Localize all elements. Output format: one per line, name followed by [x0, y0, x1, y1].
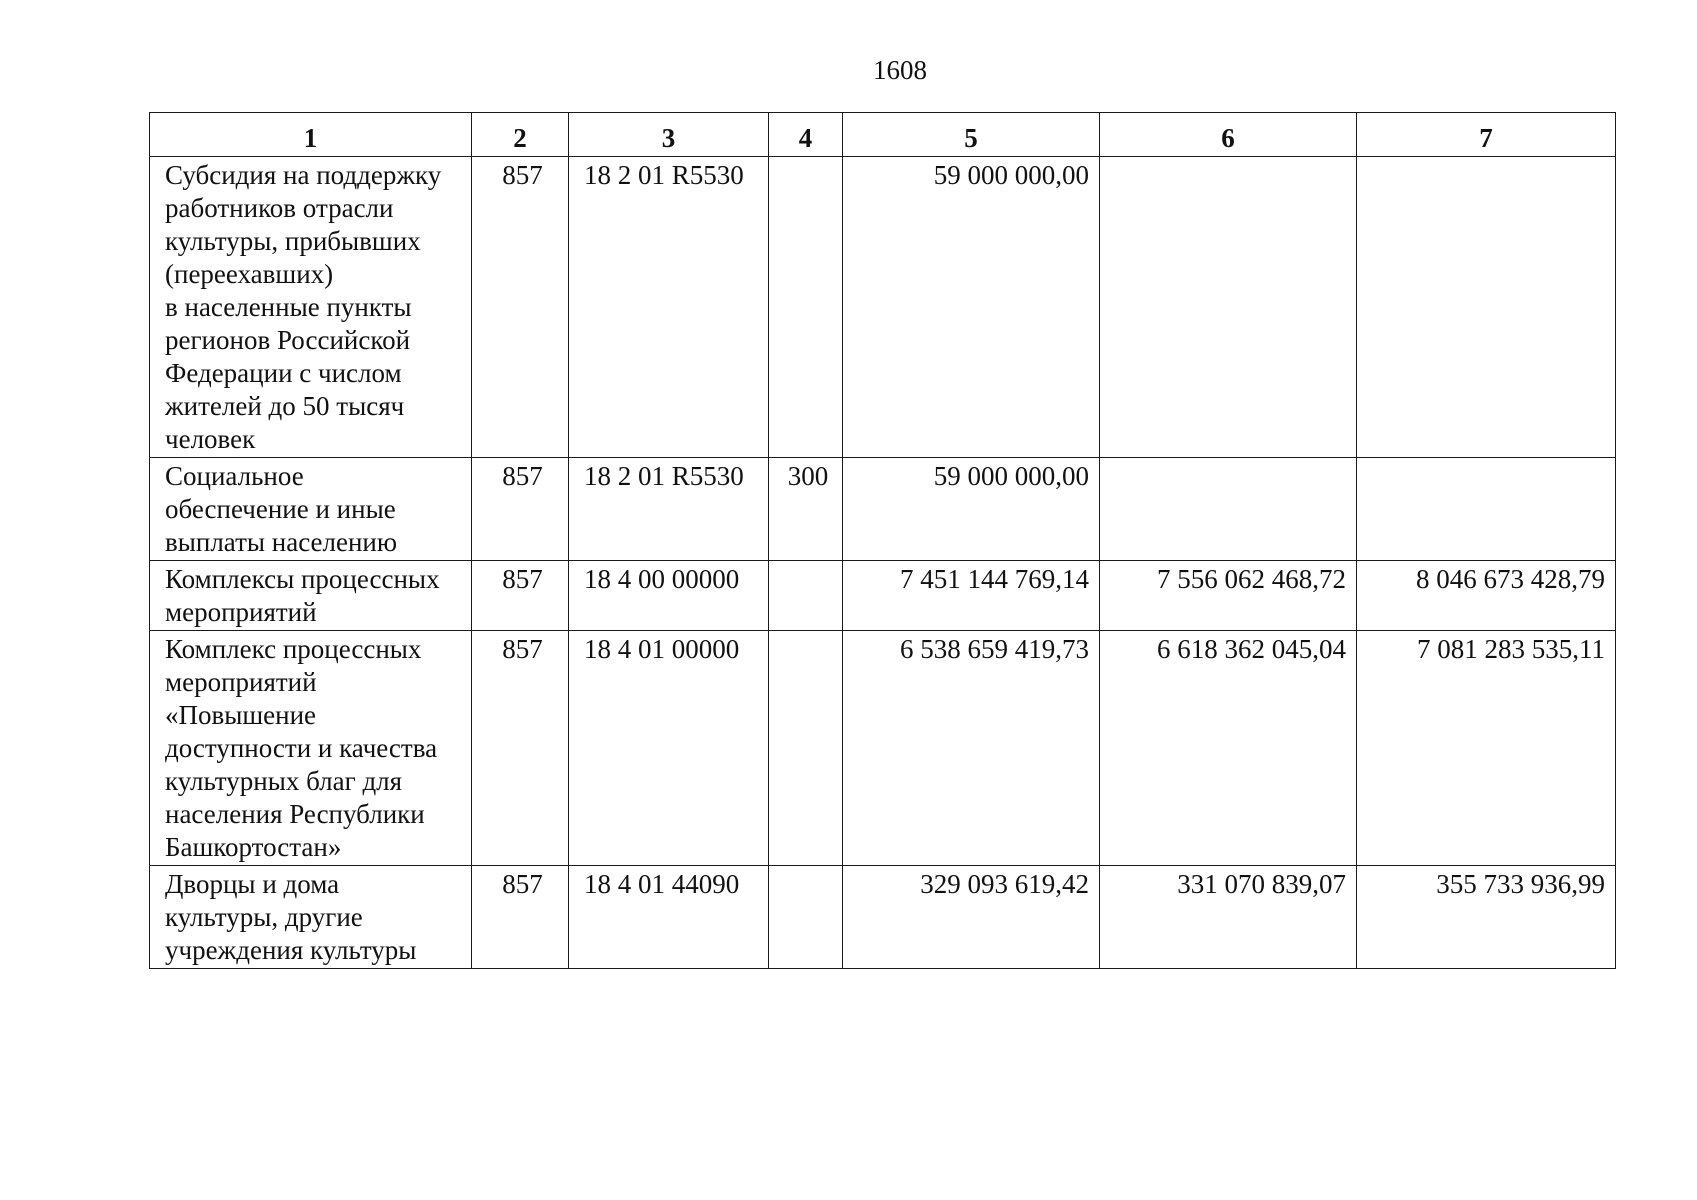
row-name: Комплексы процессных мероприятий: [150, 561, 472, 631]
table-header-row: [150, 113, 1616, 157]
column-header-3: 3: [569, 113, 769, 157]
column-header-2: 2: [472, 113, 569, 157]
row-ministry-code: 857: [472, 866, 569, 969]
row-expense-type: [769, 157, 843, 458]
table-row: [150, 866, 1616, 969]
row-amount-col5: 329 093 619,42: [843, 866, 1100, 969]
row-expense-type: [769, 631, 843, 866]
row-expense-type: [769, 866, 843, 969]
column-header-7: 7: [1357, 113, 1616, 157]
row-amount-col5: 6 538 659 419,73: [843, 631, 1100, 866]
column-header-4: 4: [769, 113, 843, 157]
row-expense-type: [769, 561, 843, 631]
page-number: 1608: [873, 55, 927, 85]
row-amount-col7: 7 081 283 535,11: [1357, 631, 1616, 866]
row-amount-col6: 6 618 362 045,04: [1100, 631, 1357, 866]
row-ministry-code: 857: [472, 561, 569, 631]
column-header-5: 5: [843, 113, 1100, 157]
row-amount-col5: 7 451 144 769,14: [843, 561, 1100, 631]
row-amount-col6: [1100, 458, 1357, 561]
row-amount-col7: 8 046 673 428,79: [1357, 561, 1616, 631]
row-amount-col7: [1357, 157, 1616, 458]
row-amount-col7: [1357, 458, 1616, 561]
row-name: Комплекс процессных мероприятий «Повышение доступности и качества культурных благ для населения Республики Башкортостан»: [150, 631, 472, 866]
row-name: Социальное обеспечение и иные выплаты населению: [150, 458, 472, 561]
table-row: [150, 631, 1616, 866]
table-row: [150, 157, 1616, 458]
row-ministry-code: 857: [472, 631, 569, 866]
row-target-code: 18 4 01 44090: [569, 866, 769, 969]
row-target-code: 18 2 01 R5530: [569, 458, 769, 561]
row-amount-col6: 7 556 062 468,72: [1100, 561, 1357, 631]
row-amount-col6: 331 070 839,07: [1100, 866, 1357, 969]
row-name: Субсидия на поддержку работников отрасли культуры, прибывших (переехавших) в населенные пункты регионов Российской Федерации с числом жителей до 50 тысяч человек: [150, 157, 472, 458]
row-amount-col5: 59 000 000,00: [843, 157, 1100, 458]
row-ministry-code: 857: [472, 458, 569, 561]
column-header-1: 1: [150, 113, 472, 157]
row-amount-col5: 59 000 000,00: [843, 458, 1100, 561]
row-ministry-code: 857: [472, 157, 569, 458]
row-amount-col6: [1100, 157, 1357, 458]
row-expense-type: 300: [769, 458, 843, 561]
row-amount-col7: 355 733 936,99: [1357, 866, 1616, 969]
column-header-6: 6: [1100, 113, 1357, 157]
table-row: [150, 458, 1616, 561]
row-target-code: 18 4 00 00000: [569, 561, 769, 631]
row-name: Дворцы и дома культуры, другие учреждения культуры: [150, 866, 472, 969]
table-row: [150, 561, 1616, 631]
row-target-code: 18 2 01 R5530: [569, 157, 769, 458]
row-target-code: 18 4 01 00000: [569, 631, 769, 866]
budget-table: [149, 112, 1616, 969]
